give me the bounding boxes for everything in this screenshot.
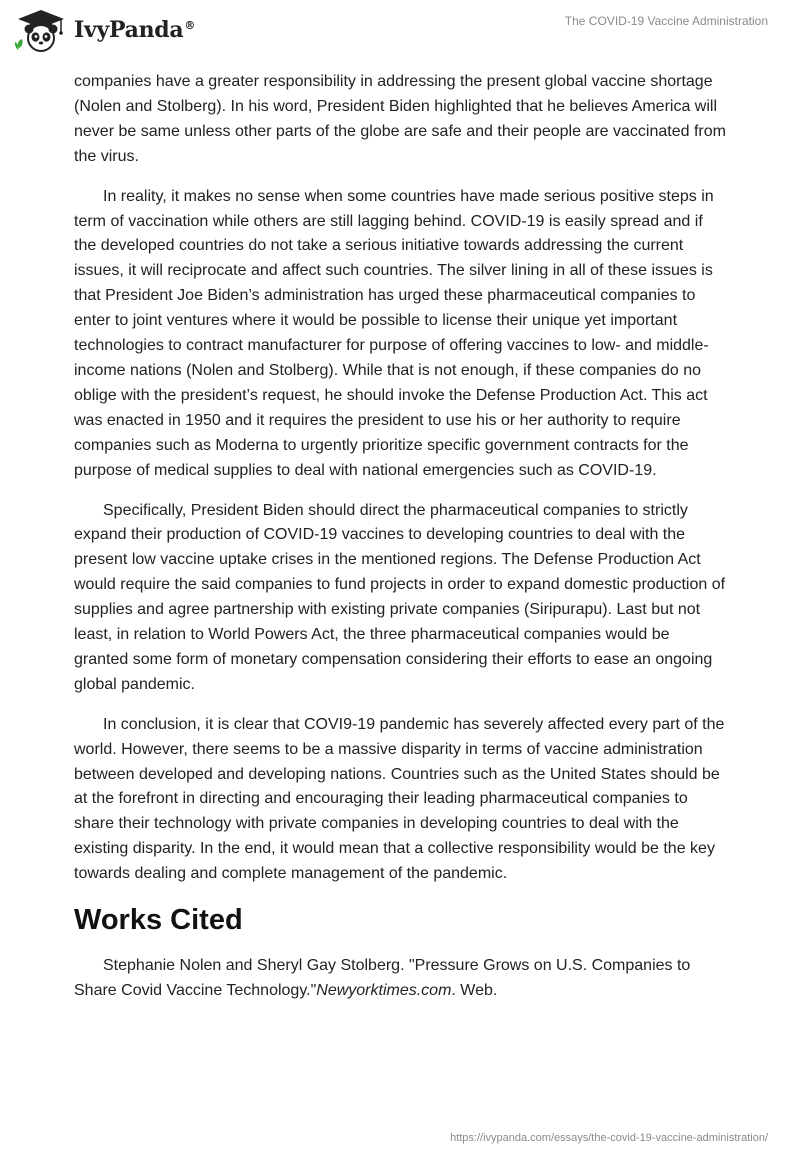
panda-graduate-icon: [14, 8, 68, 52]
paragraph-conclusion: In conclusion, it is clear that COVI9-19 pandemic has severely affected every part of the world. However, there seems to be a massive disparity in terms of vaccine administration between developed and developing nations. Countries such as the United States should be at the forefront in directing and encouraging their leading pharmaceutical companies to share their technology with private companies in developing countries to deal with the existing disparity. In the end, it would mean that a collective responsibility would be the key towards dealing and complete management of the pandemic.: [74, 715, 725, 883]
brand-name: IvyPanda®: [74, 17, 196, 43]
document-title: The COVID-19 Vaccine Administration: [564, 14, 768, 28]
paragraph-continuation: companies have a greater responsibility in addressing the present global vaccine shortage (Nolen and Stolberg). In his word, President Biden highlighted that he believes America will never be same unless other parts of the globe are safe and their people are vaccinated from the virus.: [74, 73, 726, 165]
citation-source: Newyorktimes.com: [316, 982, 452, 999]
paragraph: Specifically, President Biden should direct the pharmaceutical companies to strictly expand their production of COVID-19 vaccines to developing countries to deal with the present low vaccine uptake crises in the mentioned regions. The Defense Production Act would require the said companies to fund projects in order to expand domestic production of supplies and agree partnership with existing private companies (Siripurapu). Last but not least, in relation to World Powers Act, the three pharmaceutical companies would be granted some form of monetary compensation considering their efforts to ease an ongoing global pandemic.: [74, 501, 726, 693]
page-header: [0, 0, 800, 60]
citation-text: Stephanie Nolen and Sheryl Gay Stolberg. "Pressure Grows on U.S. Companies to Share Covid Vaccine Technology.": [74, 957, 691, 999]
works-cited-heading: Works Cited: [74, 904, 243, 937]
paragraph: In reality, it makes no sense when some countries have made serious positive steps in term of vaccination while others are still lagging behind. COVID-19 is easily spread and if the developed countries do not take a serious initiative towards addressing the current issues, it will reciprocate and affect such countries. The silver lining in all of these issues is that President Joe Biden’s administration has urged these pharmaceutical companies to enter to joint ventures where it would be possible to license their unique yet important technologies to contract manufacturer for purpose of offering vaccines to low- and middle-income nations (Nolen and Stolberg). While that is not enough, if these companies do no oblige with the president’s request, he should invoke the Defense Production Act. This act was enacted in 1950 and it requires the president to use his or her authority to require companies such as Moderna to urgently prioritize specific government contracts for the purpose of medical supplies to deal with national emergencies such as COVID-19.: [74, 187, 714, 479]
essay-body: [74, 70, 726, 1019]
citation-entry: [74, 954, 726, 1004]
citation-suffix: . Web.: [451, 982, 498, 999]
registered-mark: ®: [184, 18, 196, 32]
ivypanda-logo[interactable]: [14, 8, 195, 52]
source-url[interactable]: https://ivypanda.com/essays/the-covid-19-vaccine-administration/: [450, 1132, 768, 1144]
